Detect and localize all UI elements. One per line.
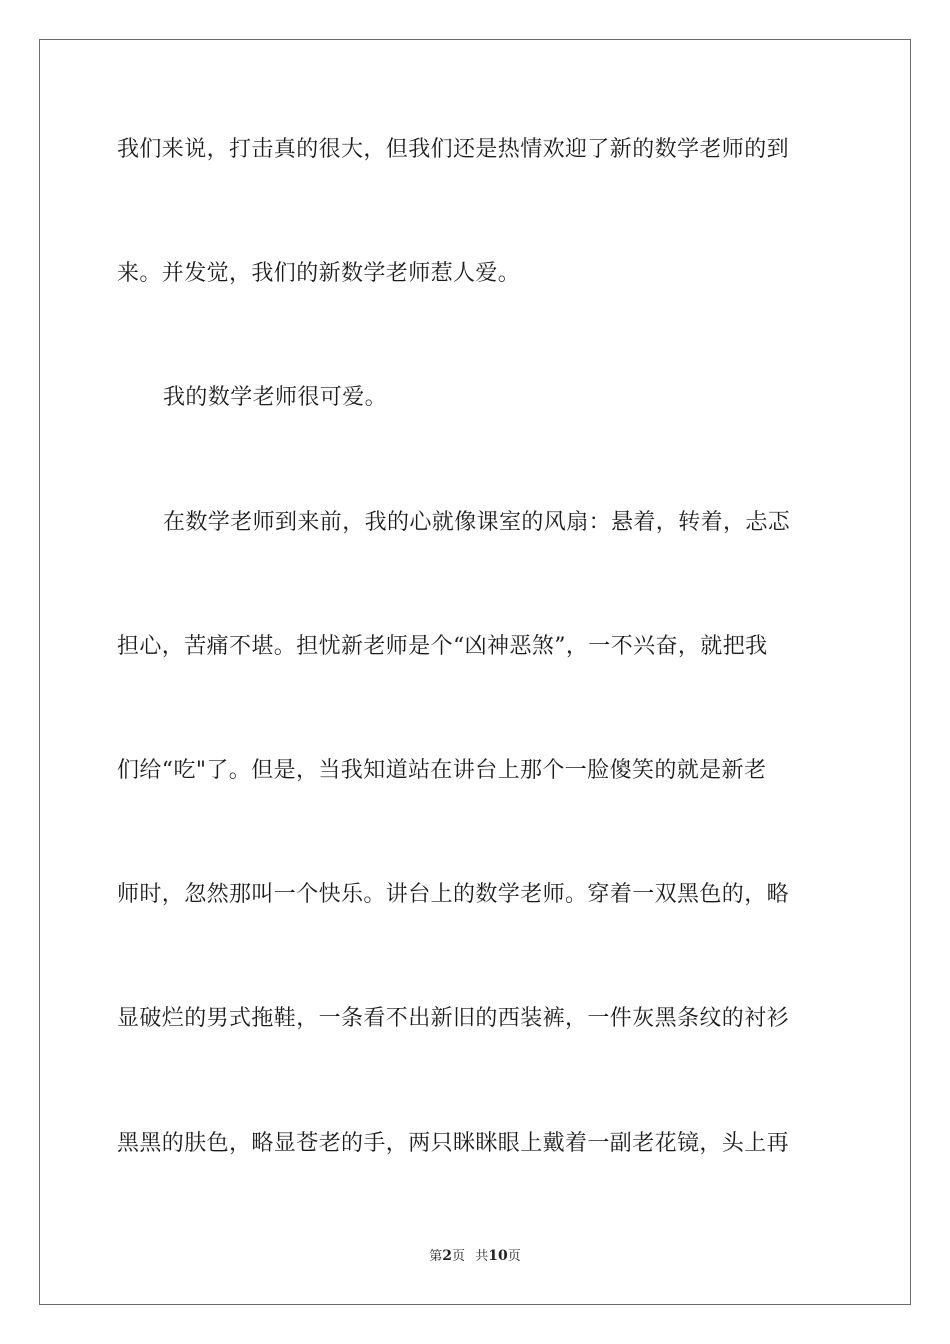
page-indicator: 第2页	[429, 1248, 466, 1264]
text-line-6: 们给“吃"了。但是，当我知道站在讲台上那个一脸傻笑的就是新老	[117, 758, 767, 783]
total-pages-indicator: 共10页	[475, 1248, 521, 1264]
text-line-4: 在数学老师到来前，我的心就像课室的风扇：悬着，转着，忐忑	[163, 510, 791, 535]
page-border	[39, 39, 911, 1305]
text-line-3: 我的数学老师很可爱。	[163, 385, 388, 410]
text-line-5: 担心，苦痛不堪。担忧新老师是个“凶神恶煞”，一不兴奋，就把我	[117, 634, 768, 659]
text-line-9: 黑黑的肤色，略显苍老的手，两只眯眯眼上戴着一副老花镜，头上再	[117, 1131, 790, 1156]
text-line-7: 师时，忽然那叫一个快乐。讲台上的数学老师。穿着一双黑色的，略	[117, 882, 790, 907]
page-footer	[0, 1247, 950, 1266]
text-line-2: 来。并发觉，我们的新数学老师惹人爱。	[117, 261, 521, 286]
text-line-8: 显破烂的男式拖鞋，一条看不出新旧的西装裤，一件灰黑条纹的衬衫	[117, 1006, 790, 1031]
text-line-1: 我们来说，打击真的很大，但我们还是热情欢迎了新的数学老师的到	[117, 137, 790, 162]
